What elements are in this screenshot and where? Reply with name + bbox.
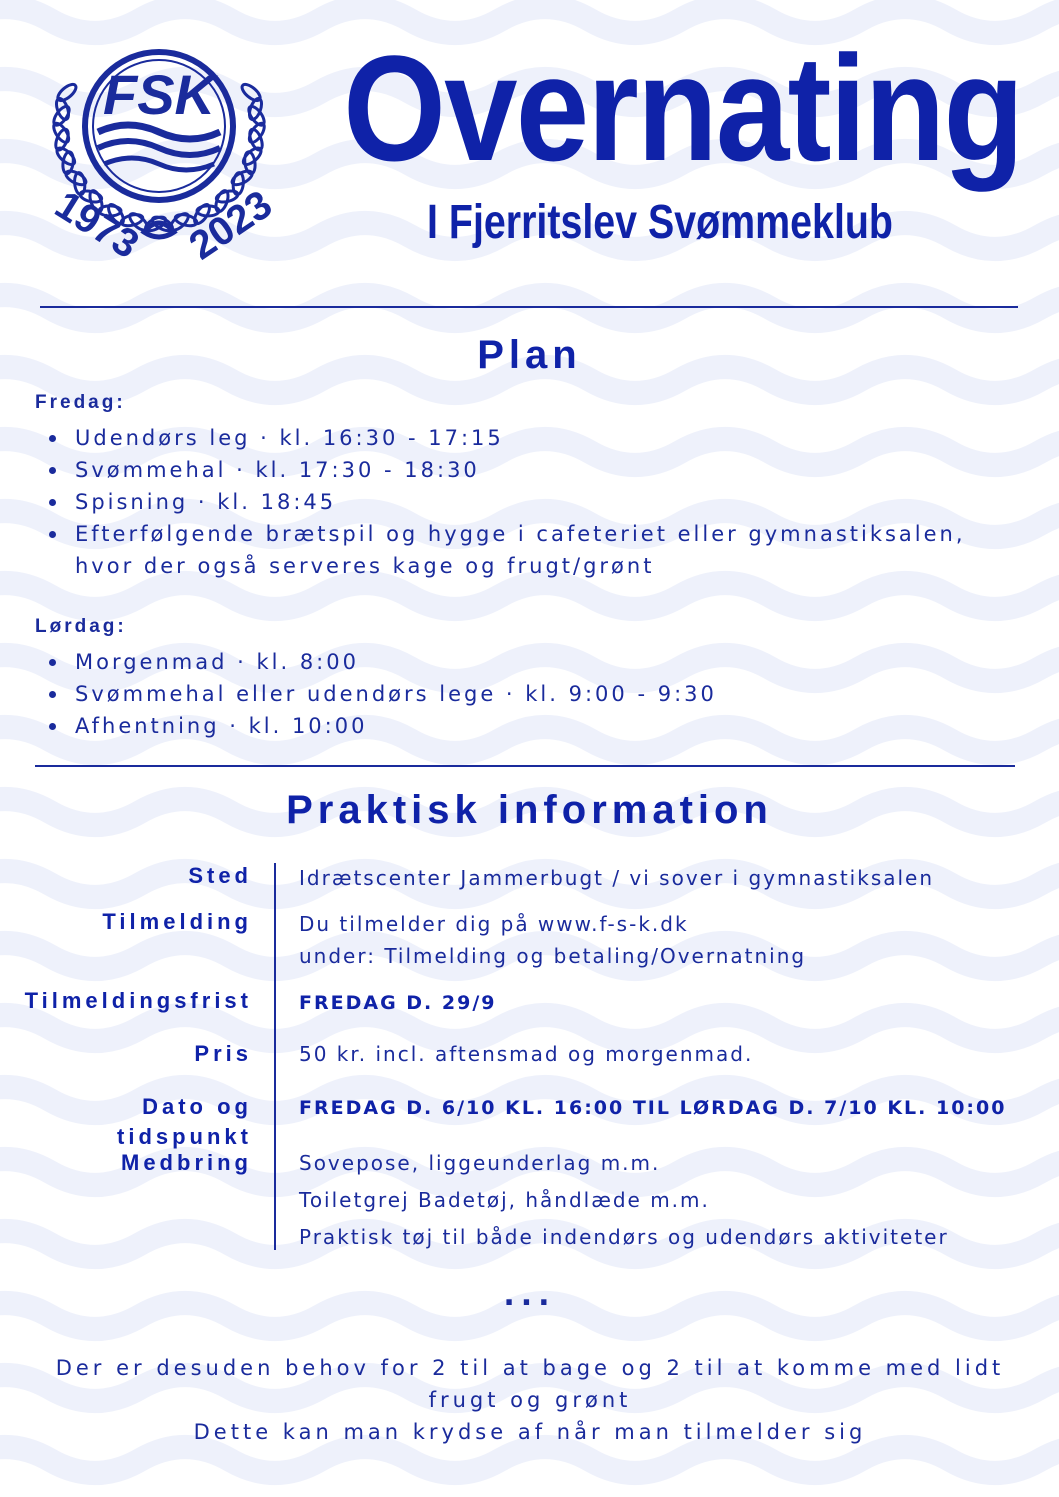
info-column-divider [274,863,276,1250]
poster-subtitle: I Fjerritslev Svømmeklub [427,196,893,249]
list-item: Efterfølgende brætspil og hygge i cafeteriet eller gymnastiksalen, hvor der også serveres kage og frugt/grønt [45,518,995,582]
plan-divider [35,765,1015,767]
header-divider [40,306,1018,308]
list-item: Afhentning · kl. 10:00 [45,710,995,742]
saturday-label: Lørdag: [35,616,127,637]
list-item: Spisning · kl. 18:45 [45,486,995,518]
list-item: Svømmehal eller udendørs lege · kl. 9:00 - 9:30 [45,678,995,710]
club-logo [28,14,290,276]
logo-year-start: 1973 [47,182,147,268]
friday-label: Fredag: [35,392,126,413]
info-value-medbring-1: Sovepose, liggeunderlag m.m. [299,1151,661,1175]
info-value-tilmelding-2: under: Tilmelding og betaling/Overnatning [299,944,807,968]
footer-instruction: Dette kan man krydse af når man tilmelder sig [193,1420,867,1444]
info-value-pris: 50 kr. incl. aftensmad og morgenmad. [299,1042,754,1066]
poster-title: Overnating [343,24,1023,192]
logo-year-end: 2023 [181,182,280,269]
info-value-medbring-3: Praktisk tøj til både indendørs og udendørs aktiviteter [299,1225,949,1249]
info-label-medbring: Medbring [121,1150,252,1175]
info-heading: Praktisk information [286,788,773,832]
info-value-medbring-2: Toiletgrej Badetøj, håndlæde m.m. [299,1188,710,1212]
info-value-dato: FREDAG D. 6/10 KL. 16:00 TIL LØRDAG D. 7/10 KL. 10:00 [299,1097,1007,1119]
list-item: Udendørs leg · kl. 16:30 - 17:15 [45,422,995,454]
ellipsis-separator: ... [503,1278,556,1313]
list-item: Morgenmad · kl. 8:00 [45,646,995,678]
info-label-tilmelding: Tilmelding [102,909,252,934]
list-item: Svømmehal · kl. 17:30 - 18:30 [45,454,995,486]
friday-schedule [45,422,995,582]
info-value-tilmeldingsfrist: FREDAG D. 29/9 [299,992,497,1014]
info-label-sted: Sted [188,863,252,888]
info-value-tilmelding-1: Du tilmelder dig på www.f-s-k.dk [299,912,689,936]
plan-heading: Plan [477,333,582,377]
saturday-schedule [45,646,995,742]
footer-note: Der er desuden behov for 2 til at bage og 2 til at komme med lidt frugt og grønt [55,1356,1005,1412]
info-value-sted: Idrætscenter Jammerbugt / vi sover i gymnastiksalen [299,866,935,890]
info-label-tilmeldingsfrist: Tilmeldingsfrist [24,988,252,1013]
info-label-pris: Pris [194,1041,252,1066]
logo-letters: FSK [103,63,215,126]
info-label-dato: Dato og tidspunkt [117,1094,252,1149]
